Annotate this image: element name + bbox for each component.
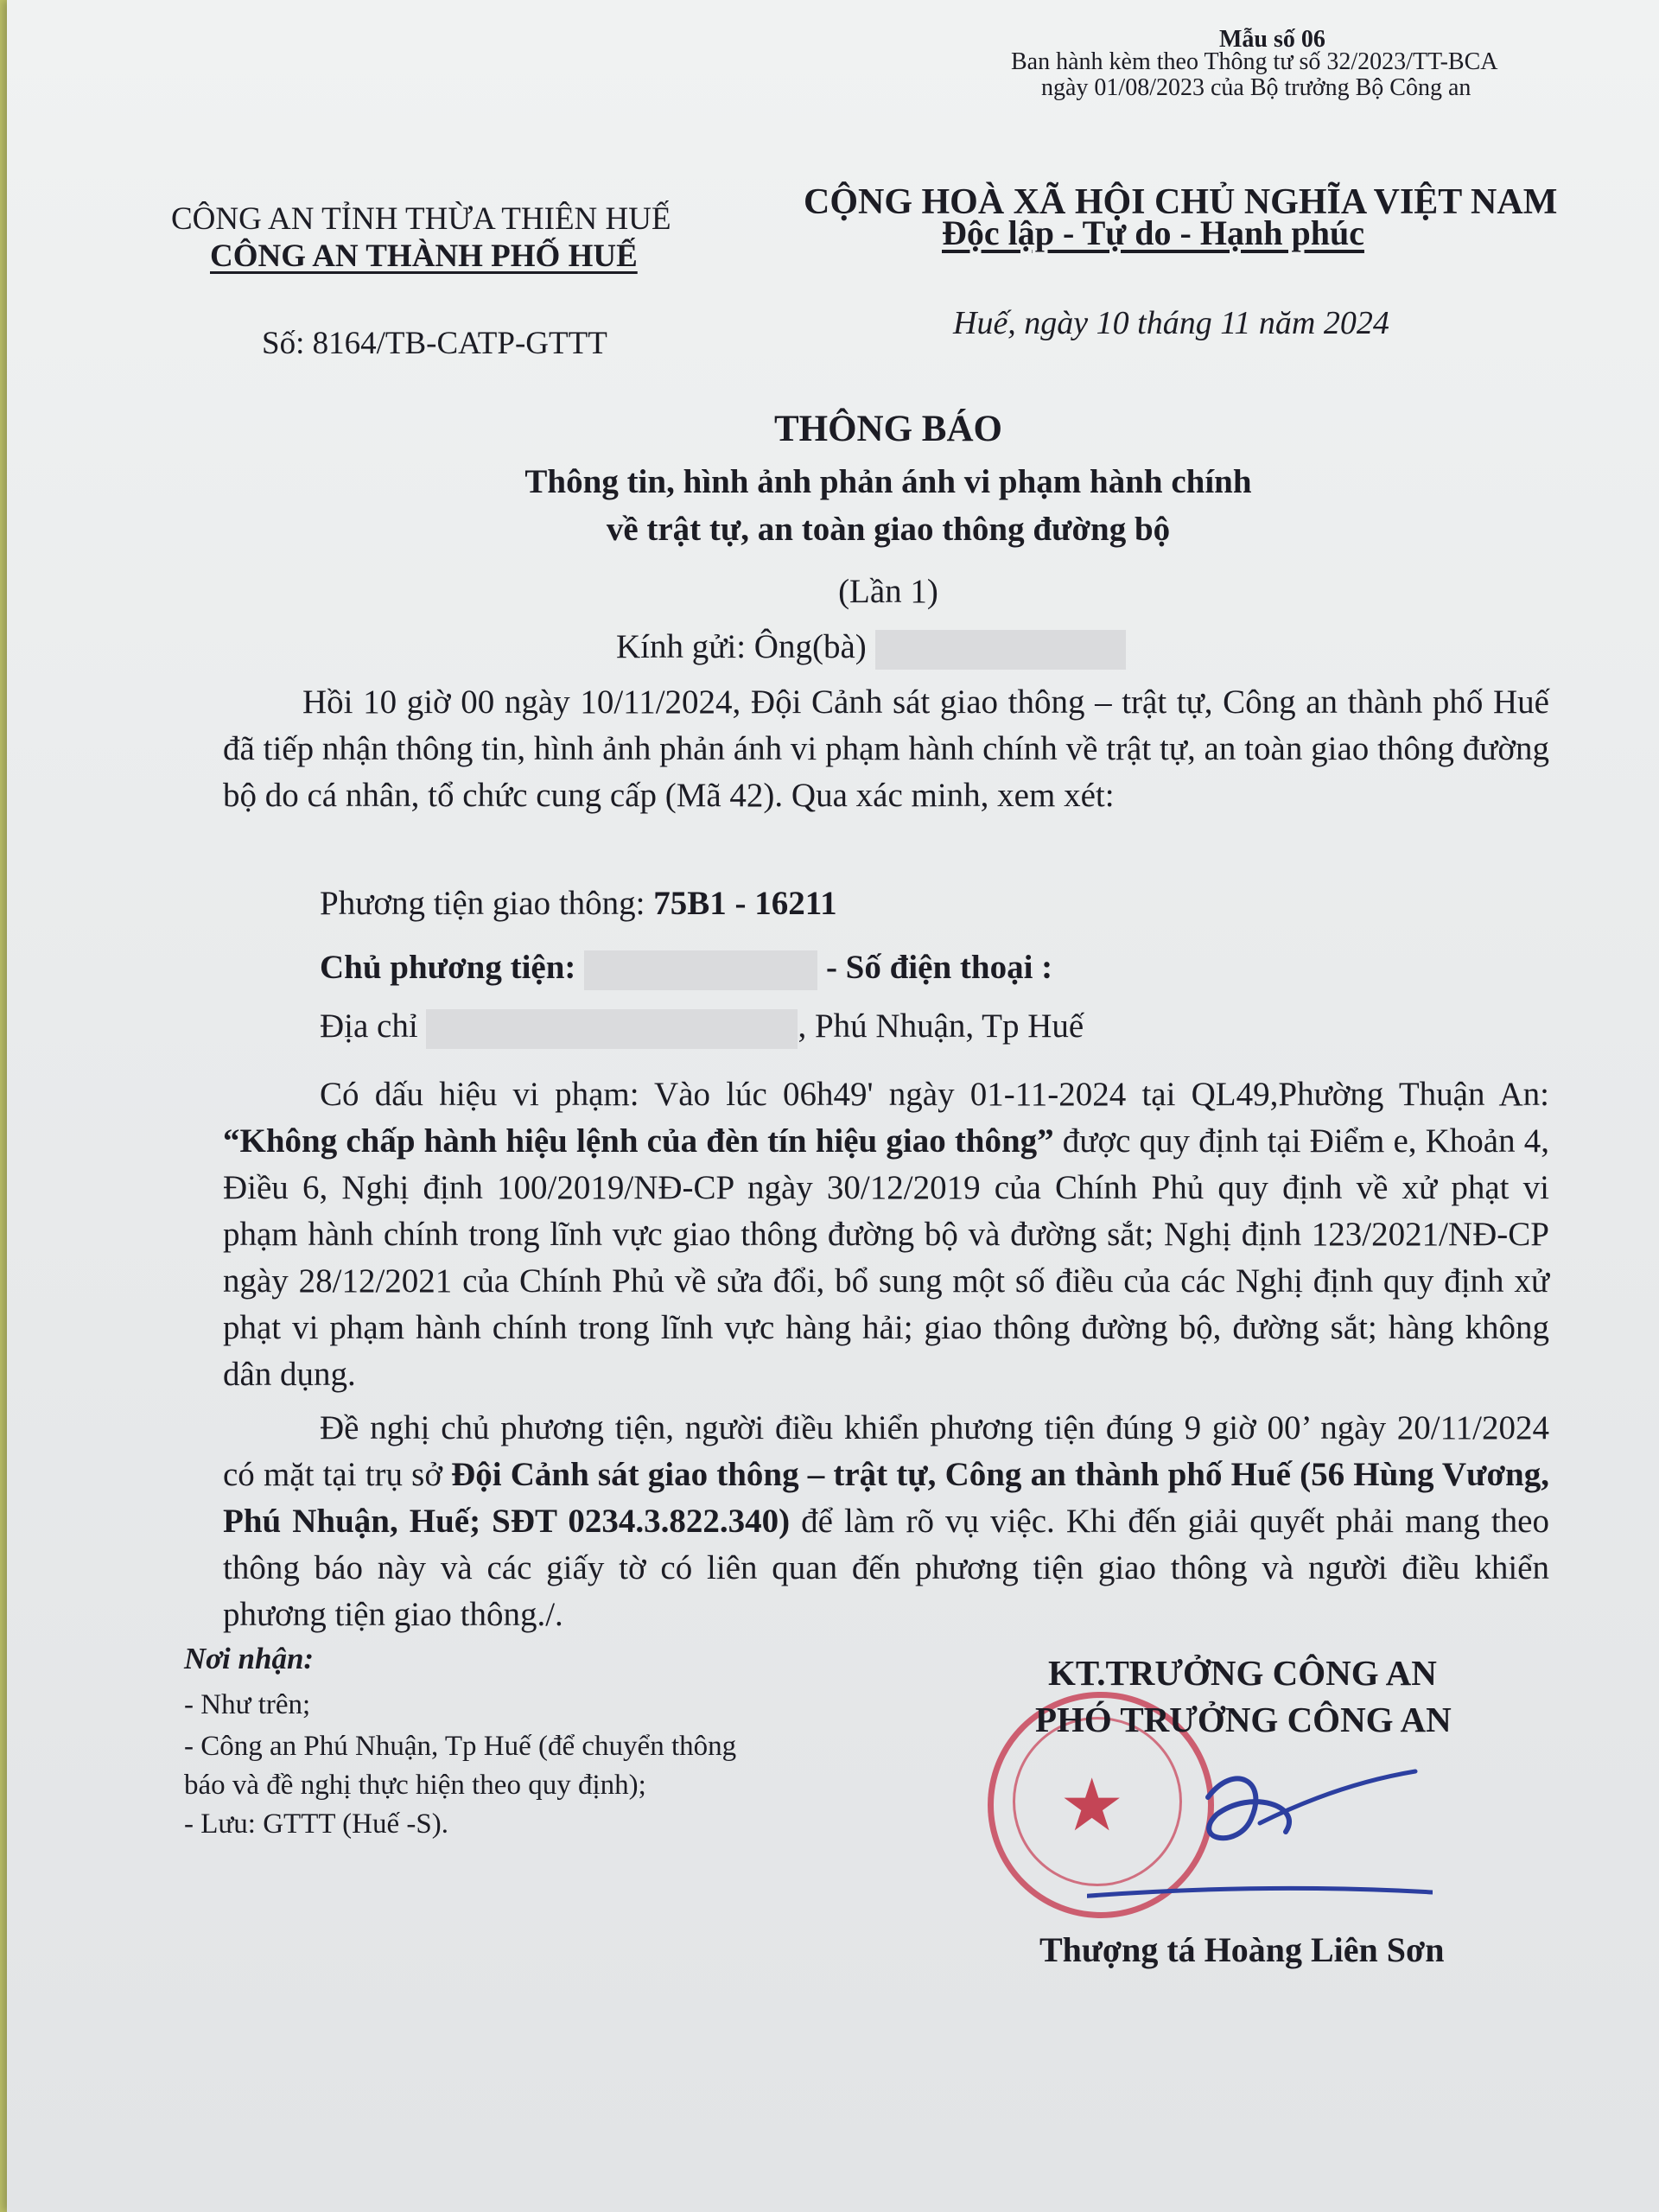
form-issued-line-2: ngày 01/08/2023 của Bộ trưởng Bộ Công an	[1041, 74, 1471, 101]
agency-parent: CÔNG AN TỈNH THỪA THIÊN HUẾ	[171, 201, 671, 237]
owner-label: Chủ phương tiện:	[320, 949, 576, 986]
owner-line	[320, 948, 1052, 990]
violation-rest: được quy định tại Điểm e, Khoản 4, Điều 6, Nghị định 100/2019/NĐ-CP ngày 30/12/2019 của Chính Phủ quy định về xử phạt vi phạm hành chính trong lĩnh vực giao thông đường bộ và đường sắt; Nghị định 123/2021/NĐ-CP ngày 28/12/2021 của Chính Phủ về sửa đổi, bổ sung một số điều của các Nghị định quy định xử phạt vi phạm hành chính trong lĩnh vực hàng hải; giao thông đường bộ, đường sắt; hàng không dân dụng.	[223, 1122, 1549, 1393]
place-and-date: Huế, ngày 10 tháng 11 năm 2024	[953, 305, 1389, 341]
redacted-recipient-name	[875, 630, 1126, 670]
redacted-address	[426, 1009, 798, 1049]
recipient-label: Kính gửi: Ông(bà)	[616, 628, 867, 665]
form-issued-line-1: Ban hành kèm theo Thông tư số 32/2023/TT-BCA	[1011, 48, 1498, 75]
notice-attempt: (Lần 1)	[838, 573, 938, 610]
vehicle-line	[320, 884, 837, 923]
signatory-name: Thượng tá Hoàng Liên Sơn	[1039, 1930, 1445, 1969]
national-motto: Độc lập - Tự do - Hạnh phúc	[942, 213, 1364, 252]
agency-name: CÔNG AN THÀNH PHỐ HUẾ	[210, 238, 638, 274]
handwritten-signature	[1087, 1737, 1433, 1910]
address-tail: , Phú Nhuận, Tp Huế	[798, 1007, 1084, 1045]
signature-title-2: PHÓ TRƯỞNG CÔNG AN	[1035, 1700, 1452, 1739]
violation-lead: Có dấu hiệu vi phạm: Vào lúc 06h49' ngày 01-11-2024 tại QL49,Phường Thuận An:	[320, 1076, 1549, 1113]
vehicle-label: Phương tiện giao thông:	[320, 885, 645, 922]
request-rest: để làm rõ vụ việc. Khi đến giải quyết phải mang theo thông báo này và các giấy tờ có liên quan đến phương tiện giao thông và người điều khiển phương tiện giao thông./.	[223, 1503, 1549, 1633]
redacted-owner-name	[584, 950, 817, 990]
intro-paragraph	[223, 679, 1549, 819]
notice-title: THÔNG BÁO	[773, 409, 1002, 449]
recipients-item-2b: báo và đề nghị thực hiện theo quy định);	[184, 1770, 646, 1801]
document-page	[7, 0, 1659, 2212]
violation-quote: “Không chấp hành hiệu lệnh của đèn tín hiệu giao thông”	[223, 1122, 1054, 1160]
request-paragraph	[223, 1405, 1549, 1638]
form-number: Mẫu số 06	[1219, 26, 1325, 53]
intro-text: Hồi 10 giờ 00 ngày 10/11/2024, Đội Cảnh sát giao thông – trật tự, Công an thành phố Huế đã tiếp nhận thông tin, hình ảnh phản ánh vi phạm hành chính về trật tự, an toàn giao thông đường bộ do cá nhân, tổ chức cung cấp (Mã 42). Qua xác minh, xem xét:	[223, 683, 1549, 814]
signature-title-1: KT.TRƯỞNG CÔNG AN	[1048, 1653, 1437, 1693]
stamp-star-icon: ★	[1059, 1763, 1125, 1847]
address-line	[320, 1007, 1084, 1049]
request-office: Đội Cảnh sát giao thông – trật tự, Công an thành phố Huế (56 Hùng Vương, Phú Nhuận, Huế; SĐT 0234.3.822.340)	[223, 1456, 1549, 1540]
document-number: Số: 8164/TB-CATP-GTTT	[262, 326, 607, 361]
recipients-item-2a: - Công an Phú Nhuận, Tp Huế (để chuyển thông	[184, 1731, 737, 1762]
recipients-item-3: - Lưu: GTTT (Huế -S).	[184, 1808, 448, 1840]
recipients-heading: Nơi nhận:	[184, 1642, 315, 1675]
notice-subtitle-1: Thông tin, hình ảnh phản ánh vi phạm hành chính	[524, 463, 1252, 500]
country-name: CỘNG HOÀ XÃ HỘI CHỦ NGHĨA VIỆT NAM	[804, 182, 1558, 222]
phone-label: - Số điện thoại :	[825, 949, 1053, 986]
recipients-item-1: - Như trên;	[184, 1689, 311, 1720]
violation-paragraph	[223, 1071, 1549, 1398]
license-plate: 75B1 - 16211	[653, 885, 837, 922]
recipient-line	[616, 627, 1126, 670]
address-label: Địa chỉ	[320, 1007, 418, 1045]
request-lead: Đề nghị chủ phương tiện, người điều khiển phương tiện đúng 9 giờ 00’ ngày 20/11/2024 có mặt tại trụ sở	[223, 1409, 1549, 1493]
notice-subtitle-2: về trật tự, an toàn giao thông đường bộ	[606, 511, 1171, 548]
